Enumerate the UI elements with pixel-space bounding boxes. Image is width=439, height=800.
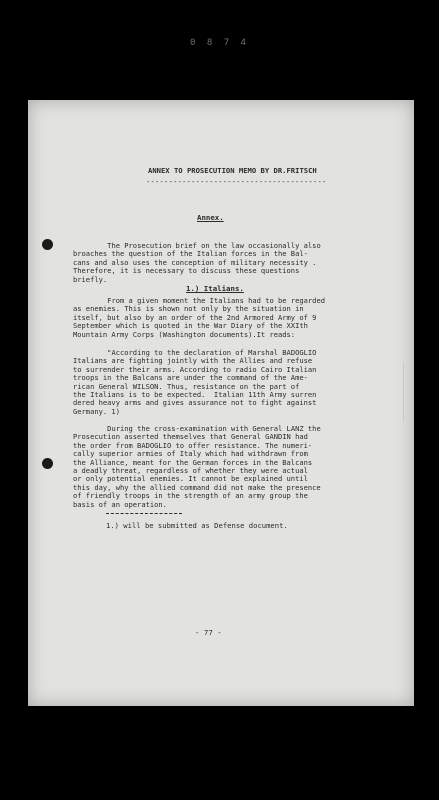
- paragraph-enemies: From a given moment the Italians had to be regarded as enemies. This is shown not only by the situation in itself, but also by an order of the 2nd Armored Army of 9 September which is quoted in the War Diary of the XXIth Mountain Army Corps (Washington documents).It reads:: [73, 296, 325, 339]
- intro-paragraph: The Prosecution brief on the law occasionally also broaches the question of the Italian forces in the Bal- cans and also uses the conception of military necessity . Therefore, it is necessary to discuss these questions briefly.: [73, 241, 321, 284]
- paragraph-quote-badoglio: "According to the declaration of Marshal BADOGLIO Italians are fighting jointly with the Allies and refuse to surrender their arms. According to radio Cairo Italian troops in the Balcans are under the command of the Ame- rican General WILSON. Thus, resistance on the part of the Italians is to be expected. Italian 11th Army surren dered heavy arms and gives assurance not to fight against Germany. 1): [73, 348, 317, 416]
- section-heading-italians: 1.) Italians.: [186, 284, 244, 293]
- document-title: ANNEX TO PROSECUTION MEMO BY DR.FRITSCH: [148, 166, 317, 175]
- punch-hole-bottom: [42, 458, 53, 469]
- title-underline-rule: ----------------------------------------: [146, 178, 327, 186]
- page-number: - 77 -: [195, 628, 222, 637]
- footnote-rule: [106, 513, 182, 514]
- punch-hole-top: [42, 239, 53, 250]
- annex-heading: Annex.: [197, 213, 224, 222]
- microfilm-frame-number: 0 8 7 4: [190, 38, 249, 48]
- footnote: 1.) will be submitted as Defense document.: [106, 521, 288, 530]
- paragraph-cross-examination: During the cross-examination with General LANZ the Prosecution asserted themselves that General GANDIN had the order from BADOGLIO to offer resistance. The numeri- cally superior armies of Italy which had withdrawn from the Alliance, meant for the German forces in the Balcans a deadly threat, regardless of whether they were actual or only potential enemies. It cannot be explained until this day, why the allied command did not make the presence of friendly troops in the strength of an army group the basis of an operation.: [73, 424, 321, 509]
- paper-crease: [403, 362, 404, 422]
